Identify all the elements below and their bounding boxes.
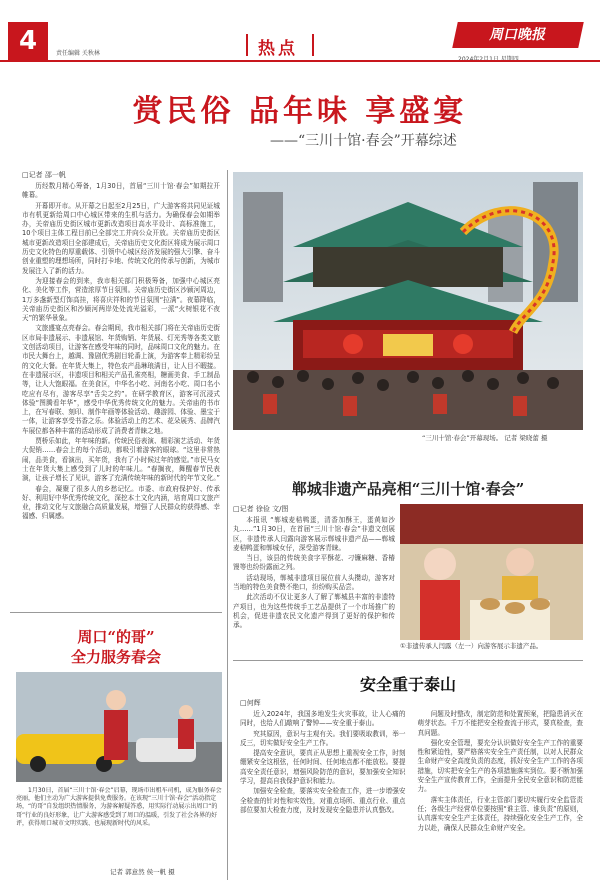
main-photo (233, 172, 583, 430)
newspaper-logo: 周口晚报 (452, 22, 584, 48)
paragraph: 文旅盛宴点亮春会。春会期间，我市相关部门将在关帝庙历史街区市局非遗展示、非遗展馆、年货购销、年货展、灯光秀等各类文旅文创活动项目，让游客在感受年味的同时，品味周口文化的魅力。在市民大舞台上，越调、豫剧优秀剧目轮番上演，为游客奉上精彩纷呈的文化大餐。在年货大集上，特色农产品琳琅满目，让人目不暇接。在非遗展示区，非遗项目和相关产品孔雀亮相，糖画美食、手工制品等，让人大饱眼福。在美食区，中华名小吃、河南名小吃、周口名小吃应有尽有，游客尽享“舌尖之约”。在研学教育区，游客可沉浸式体验“图腾看年华”，感受中华优秀传统文化的魅力。关帝庙的书市上，在写春联、刻印、制作年画等体验活动、趣游园、体验、墨宝于一体，让游客享受书香之乐。体验活动上的艺术、花朵展秀、品牌汽车展位都各种丰富的活动形成了消费者青睐之地。 (22, 324, 220, 435)
taxi-title-line1: 周口“的哥” (77, 628, 155, 646)
paragraph: 究其原因，意识与主观有关。我们要吸取教训，举一反三，切实做好安全生产工作。 (240, 729, 406, 747)
main-byline: □记者 邵一帆 (22, 171, 66, 179)
section-rule (10, 612, 222, 613)
taxi-title-line2: 全力服务春会 (70, 648, 161, 666)
paragraph: 贾桥乐如此，年年味的新。传统民俗表演、精彩演艺活动、年货大促销……春会上的每个活动，都吸引着游客的眼球。“这里非常热闹，品美食，看演出，买年货，我有了小时候过年的感觉。”市民马女士在年货大集上感受到了儿时的年味儿。“春搁夜，舞醒春节民表演，让孩子增长了见识，游客了充满传统年味的新时代的年节文化。” (22, 437, 220, 483)
section-title: 热点 (258, 39, 298, 59)
paragraph: 强化安全管理，要充分认识做好安全生产工作的重要性和紧迫性，要严格落实安全生产责任制，以对人民群众生命财产安全高度负责的态度，抓好安全生产工作的各项措施，切实把安全生产的各项措施落实到位。要不断加强安全生产宣传教育工作，全面提升全民安全意识和防范能力。 (417, 738, 583, 794)
taxi-credit: 记者 郭意然 侯一帆 摄 (110, 868, 175, 876)
column-rule (227, 170, 228, 880)
paragraph: 加强安全检查，要落实安全检查工作，进一步增强安全检查的针对性和实效性，对重点场所、重点行业、重点部位要加大检查力度，及时发现安全隐患并认真整改。 (240, 787, 406, 814)
folk-photo-caption: ①非遗传承人闫露（左一）向游客展示非遗产品。 (400, 642, 543, 650)
paragraph: 春会，凝聚了很多人的乡愁记忆。市委、市政府保护好、传承好、利用好中华优秀传统文化，深挖本土文化内涵，培育周口文旅产业，推动文化与文旅融合高质量发展，增强了人民群众的获得感、幸福感、归属感。 (22, 484, 220, 521)
safety-article-body (240, 710, 583, 885)
folk-photo (400, 504, 583, 640)
header-rule (0, 60, 600, 62)
taxi-photo (16, 672, 222, 782)
paragraph: 活动现场，郸城非遗项目展位前人头攒动，游客对当地的特色美食赞不绝口，纷纷购买品尝。 (233, 573, 395, 592)
main-headline: 赏民俗 品年味 享盛宴 (132, 94, 468, 129)
section-divider-right (312, 34, 314, 56)
editor-line: 责任编辑 关秋林 (56, 50, 100, 57)
paragraph: 近入2024年，我国多地发生火灾事故，让人心痛的同时，也给人们敲响了警钟——安全重于泰山。 (240, 710, 406, 728)
paragraph: 此次活动不仅让更多人了解了郸城县丰富的非遗特产项目，也为这些传统手工艺品提供了一个市场推广的机会，促进非遗农民文化遗产得到了更好的保护和传承。 (233, 593, 395, 630)
page-number: 4 (8, 22, 48, 60)
taxi-caption: 1月30日，首届“三川十馆·春会”启幕，现场市出租车司机，成为服务春会亮丽，他们主动为广大游客提供免费服务。在该现“三川十馆·春会”活动指定场，“的哥”自发组织热情服务，为游客解疑答惑，用实际行动展示出周口“的哥”行业的良好形象，让广大游客感受到了周口的温暖，引发了社会各界的好评，获得周口城市文明实践、也展现新时代的风采。 (16, 787, 222, 827)
main-subhead: ——“三川十馆·春会”开幕综述 (270, 133, 457, 149)
folk-article-body (233, 516, 395, 666)
folk-byline: □记者 徐俭 文/图 (233, 505, 289, 513)
paragraph: 落实主体责任，行业主管部门要切实履行安全监管责任；各级生产经营单位要按照“谁主管、谁负责”的原则，认真落实安全生产主体责任，持续强化安全生产工作，全力以赴，确保人民群众生命财产安全。 (417, 795, 583, 832)
main-photo-caption: “三川十馆·春会”开幕现场。 记者 梁晓蕾 摄 (422, 434, 548, 442)
folk-article-title: 郸城非遗产品亮相“三川十馆·春会” (291, 480, 525, 498)
safety-byline: □何辉 (240, 699, 261, 707)
paragraph: 本报讯 “郸城麦秸鸭蛋，清香加酥王，蛋黄如沙丸……”1月30日，在首届“三川十馆·春会”非遗文创展区，非遗传承人闫露向游客展示郸城非遗产品——郸城麦秸鸭蛋和郸城女仔，深受游客青睐。 (233, 516, 395, 552)
paragraph: 提高安全意识，要真正从思想上重视安全工作，时刻绷紧安全这根弦，任何时间、任何地点都不能放松。要提高安全责任意识，增强风险防范的意识，要加强安全知识学习，提高自我保护意识和能力。 (240, 749, 406, 786)
paragraph: 历经数月精心筹备，1月30日，首届“三川十馆·春会”如期拉开帷幕。 (22, 182, 220, 200)
paragraph: 当日，该县的传统美食字平酥花、刁镰麻糖、香椿馒等也纷纷露面之列。 (233, 554, 395, 572)
paragraph: 为迎接春会的到来，我市相关部门积极筹备，加强中心城区亮化、美化等工作，营造浓厚节日氛围。关帝庙历史街区沙颍河周边，1万多盏新型灯饰高挂，将喜庆祥和的节日氛围“拉满”。夜幕降临，关帝庙历史街区和沙颍河两岸处处流光溢彩，一派“火树银花不夜天”的繁华景象。 (22, 276, 220, 323)
main-article-body (22, 182, 220, 592)
section-divider-left (246, 34, 248, 56)
paragraph: 问题及时整改，制定防范和处置预案，把隐患消灭在萌芽状态。千万不能把安全检查流于形式，要真检查，查真问题。 (417, 710, 583, 737)
safety-title: 安全重于泰山 (359, 675, 456, 694)
section-rule (233, 660, 583, 661)
paragraph: 开幕即开市。从开幕之日起至2月25日，广大游客将共同见证城市有机更新给周口中心城区带来的生机与活力。为确保春会如期举办，关帝庙历史街区城市更新改造项目高水平设计、高标准施工，10个项目主体工程目前已全部完工并向公众开放。关帝庙历史街区城市更新改造项目全部建成后，关帝庙历史文化街区将成为展示周口历史文化特色的厚重载体、引领中心城区经济发展的强大引擎、奋斗创业重塑的理想场所，同时打卡地、传统文化的传承与创新，为城市发展注入了新的活力。 (22, 201, 220, 275)
